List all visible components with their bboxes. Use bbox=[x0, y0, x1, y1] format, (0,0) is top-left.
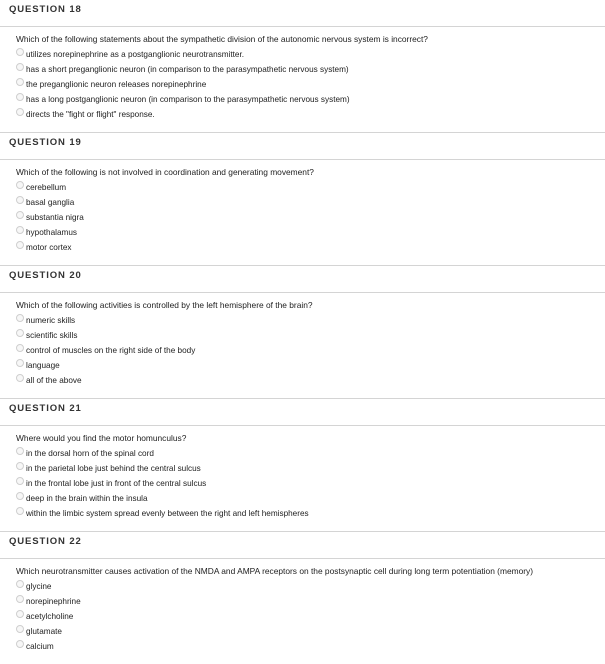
question-title: QUESTION 22 bbox=[9, 536, 82, 547]
question-19 bbox=[0, 133, 605, 266]
option-label: has a short preganglionic neuron (in comparison to the parasympathetic nervous system) bbox=[26, 64, 349, 74]
option-label: language bbox=[26, 360, 60, 370]
question-text: Which of the following statements about the sympathetic division of the autonomic nervous system is incorrect? bbox=[16, 34, 428, 44]
answer-option[interactable] bbox=[16, 491, 589, 506]
radio-button[interactable] bbox=[16, 78, 24, 86]
question-header bbox=[0, 133, 605, 155]
answer-option[interactable] bbox=[16, 461, 589, 476]
option-label: scientific skills bbox=[26, 330, 78, 340]
answer-option[interactable] bbox=[16, 358, 589, 373]
option-label: numeric skills bbox=[26, 315, 76, 325]
radio-button[interactable] bbox=[16, 108, 24, 116]
answer-option[interactable] bbox=[16, 92, 589, 107]
answer-option[interactable] bbox=[16, 579, 589, 594]
answer-option[interactable] bbox=[16, 506, 589, 521]
question-body bbox=[0, 293, 605, 398]
radio-button[interactable] bbox=[16, 595, 24, 603]
question-title: QUESTION 20 bbox=[9, 270, 82, 281]
answer-option[interactable] bbox=[16, 210, 589, 225]
answer-option[interactable] bbox=[16, 446, 589, 461]
answer-option[interactable] bbox=[16, 609, 589, 624]
option-label: substantia nigra bbox=[26, 212, 84, 222]
answer-option[interactable] bbox=[16, 373, 589, 388]
radio-button[interactable] bbox=[16, 462, 24, 470]
answer-option[interactable] bbox=[16, 328, 589, 343]
radio-button[interactable] bbox=[16, 196, 24, 204]
option-label: basal ganglia bbox=[26, 197, 75, 207]
radio-button[interactable] bbox=[16, 314, 24, 322]
question-text: Where would you find the motor homunculus? bbox=[16, 433, 187, 443]
option-label: has a long postganglionic neuron (in comparison to the parasympathetic nervous system) bbox=[26, 94, 350, 104]
radio-button[interactable] bbox=[16, 359, 24, 367]
option-label: calcium bbox=[26, 641, 54, 651]
answer-option[interactable] bbox=[16, 180, 589, 195]
answer-option[interactable] bbox=[16, 594, 589, 609]
option-label: utilizes norepinephrine as a postganglionic neurotransmitter. bbox=[26, 49, 245, 59]
answer-option[interactable] bbox=[16, 313, 589, 328]
option-label: deep in the brain within the insula bbox=[26, 493, 148, 503]
radio-button[interactable] bbox=[16, 610, 24, 618]
option-label: in the dorsal horn of the spinal cord bbox=[26, 448, 154, 458]
question-title: QUESTION 18 bbox=[9, 4, 82, 15]
question-20 bbox=[0, 266, 605, 399]
question-header bbox=[0, 399, 605, 421]
answer-option[interactable] bbox=[16, 77, 589, 92]
answer-option[interactable] bbox=[16, 476, 589, 491]
question-text: Which of the following is not involved in coordination and generating movement? bbox=[16, 167, 314, 177]
option-label: the preganglionic neuron releases norepinephrine bbox=[26, 79, 207, 89]
answer-option[interactable] bbox=[16, 225, 589, 240]
option-label: hypothalamus bbox=[26, 227, 77, 237]
answer-option[interactable] bbox=[16, 639, 589, 654]
answer-option[interactable] bbox=[16, 343, 589, 358]
radio-button[interactable] bbox=[16, 329, 24, 337]
radio-button[interactable] bbox=[16, 93, 24, 101]
question-18 bbox=[0, 0, 605, 133]
radio-button[interactable] bbox=[16, 344, 24, 352]
option-label: within the limbic system spread evenly between the right and left hemispheres bbox=[26, 508, 309, 518]
answer-option[interactable] bbox=[16, 240, 589, 255]
question-header bbox=[0, 266, 605, 288]
option-label: glycine bbox=[26, 581, 52, 591]
question-21 bbox=[0, 399, 605, 532]
option-label: control of muscles on the right side of the body bbox=[26, 345, 196, 355]
radio-button[interactable] bbox=[16, 492, 24, 500]
option-label: cerebellum bbox=[26, 182, 67, 192]
answer-option[interactable] bbox=[16, 107, 589, 122]
option-label: norepinephrine bbox=[26, 596, 81, 606]
question-header bbox=[0, 532, 605, 554]
radio-button[interactable] bbox=[16, 63, 24, 71]
option-label: in the parietal lobe just behind the central sulcus bbox=[26, 463, 201, 473]
question-header bbox=[0, 0, 605, 22]
radio-button[interactable] bbox=[16, 580, 24, 588]
option-label: directs the "fight or flight" response. bbox=[26, 109, 155, 119]
radio-button[interactable] bbox=[16, 507, 24, 515]
option-label: all of the above bbox=[26, 375, 82, 385]
option-label: glutamate bbox=[26, 626, 62, 636]
radio-button[interactable] bbox=[16, 447, 24, 455]
radio-button[interactable] bbox=[16, 48, 24, 56]
question-body bbox=[0, 160, 605, 265]
question-body bbox=[0, 27, 605, 132]
radio-button[interactable] bbox=[16, 241, 24, 249]
option-label: in the frontal lobe just in front of the central sulcus bbox=[26, 478, 207, 488]
question-22 bbox=[0, 532, 605, 664]
radio-button[interactable] bbox=[16, 477, 24, 485]
radio-button[interactable] bbox=[16, 226, 24, 234]
radio-button[interactable] bbox=[16, 374, 24, 382]
question-body bbox=[0, 559, 605, 664]
radio-button[interactable] bbox=[16, 625, 24, 633]
question-title: QUESTION 19 bbox=[9, 137, 82, 148]
option-label: motor cortex bbox=[26, 242, 72, 252]
radio-button[interactable] bbox=[16, 181, 24, 189]
option-label: acetylcholine bbox=[26, 611, 74, 621]
answer-option[interactable] bbox=[16, 62, 589, 77]
question-text: Which neurotransmitter causes activation of the NMDA and AMPA receptors on the postsynaptic cell during long term potentiation (memory) bbox=[16, 566, 534, 576]
answer-option[interactable] bbox=[16, 624, 589, 639]
question-title: QUESTION 21 bbox=[9, 403, 82, 414]
radio-button[interactable] bbox=[16, 211, 24, 219]
answer-option[interactable] bbox=[16, 195, 589, 210]
question-text: Which of the following activities is controlled by the left hemisphere of the brain? bbox=[16, 300, 313, 310]
question-body bbox=[0, 426, 605, 531]
answer-option[interactable] bbox=[16, 47, 589, 62]
